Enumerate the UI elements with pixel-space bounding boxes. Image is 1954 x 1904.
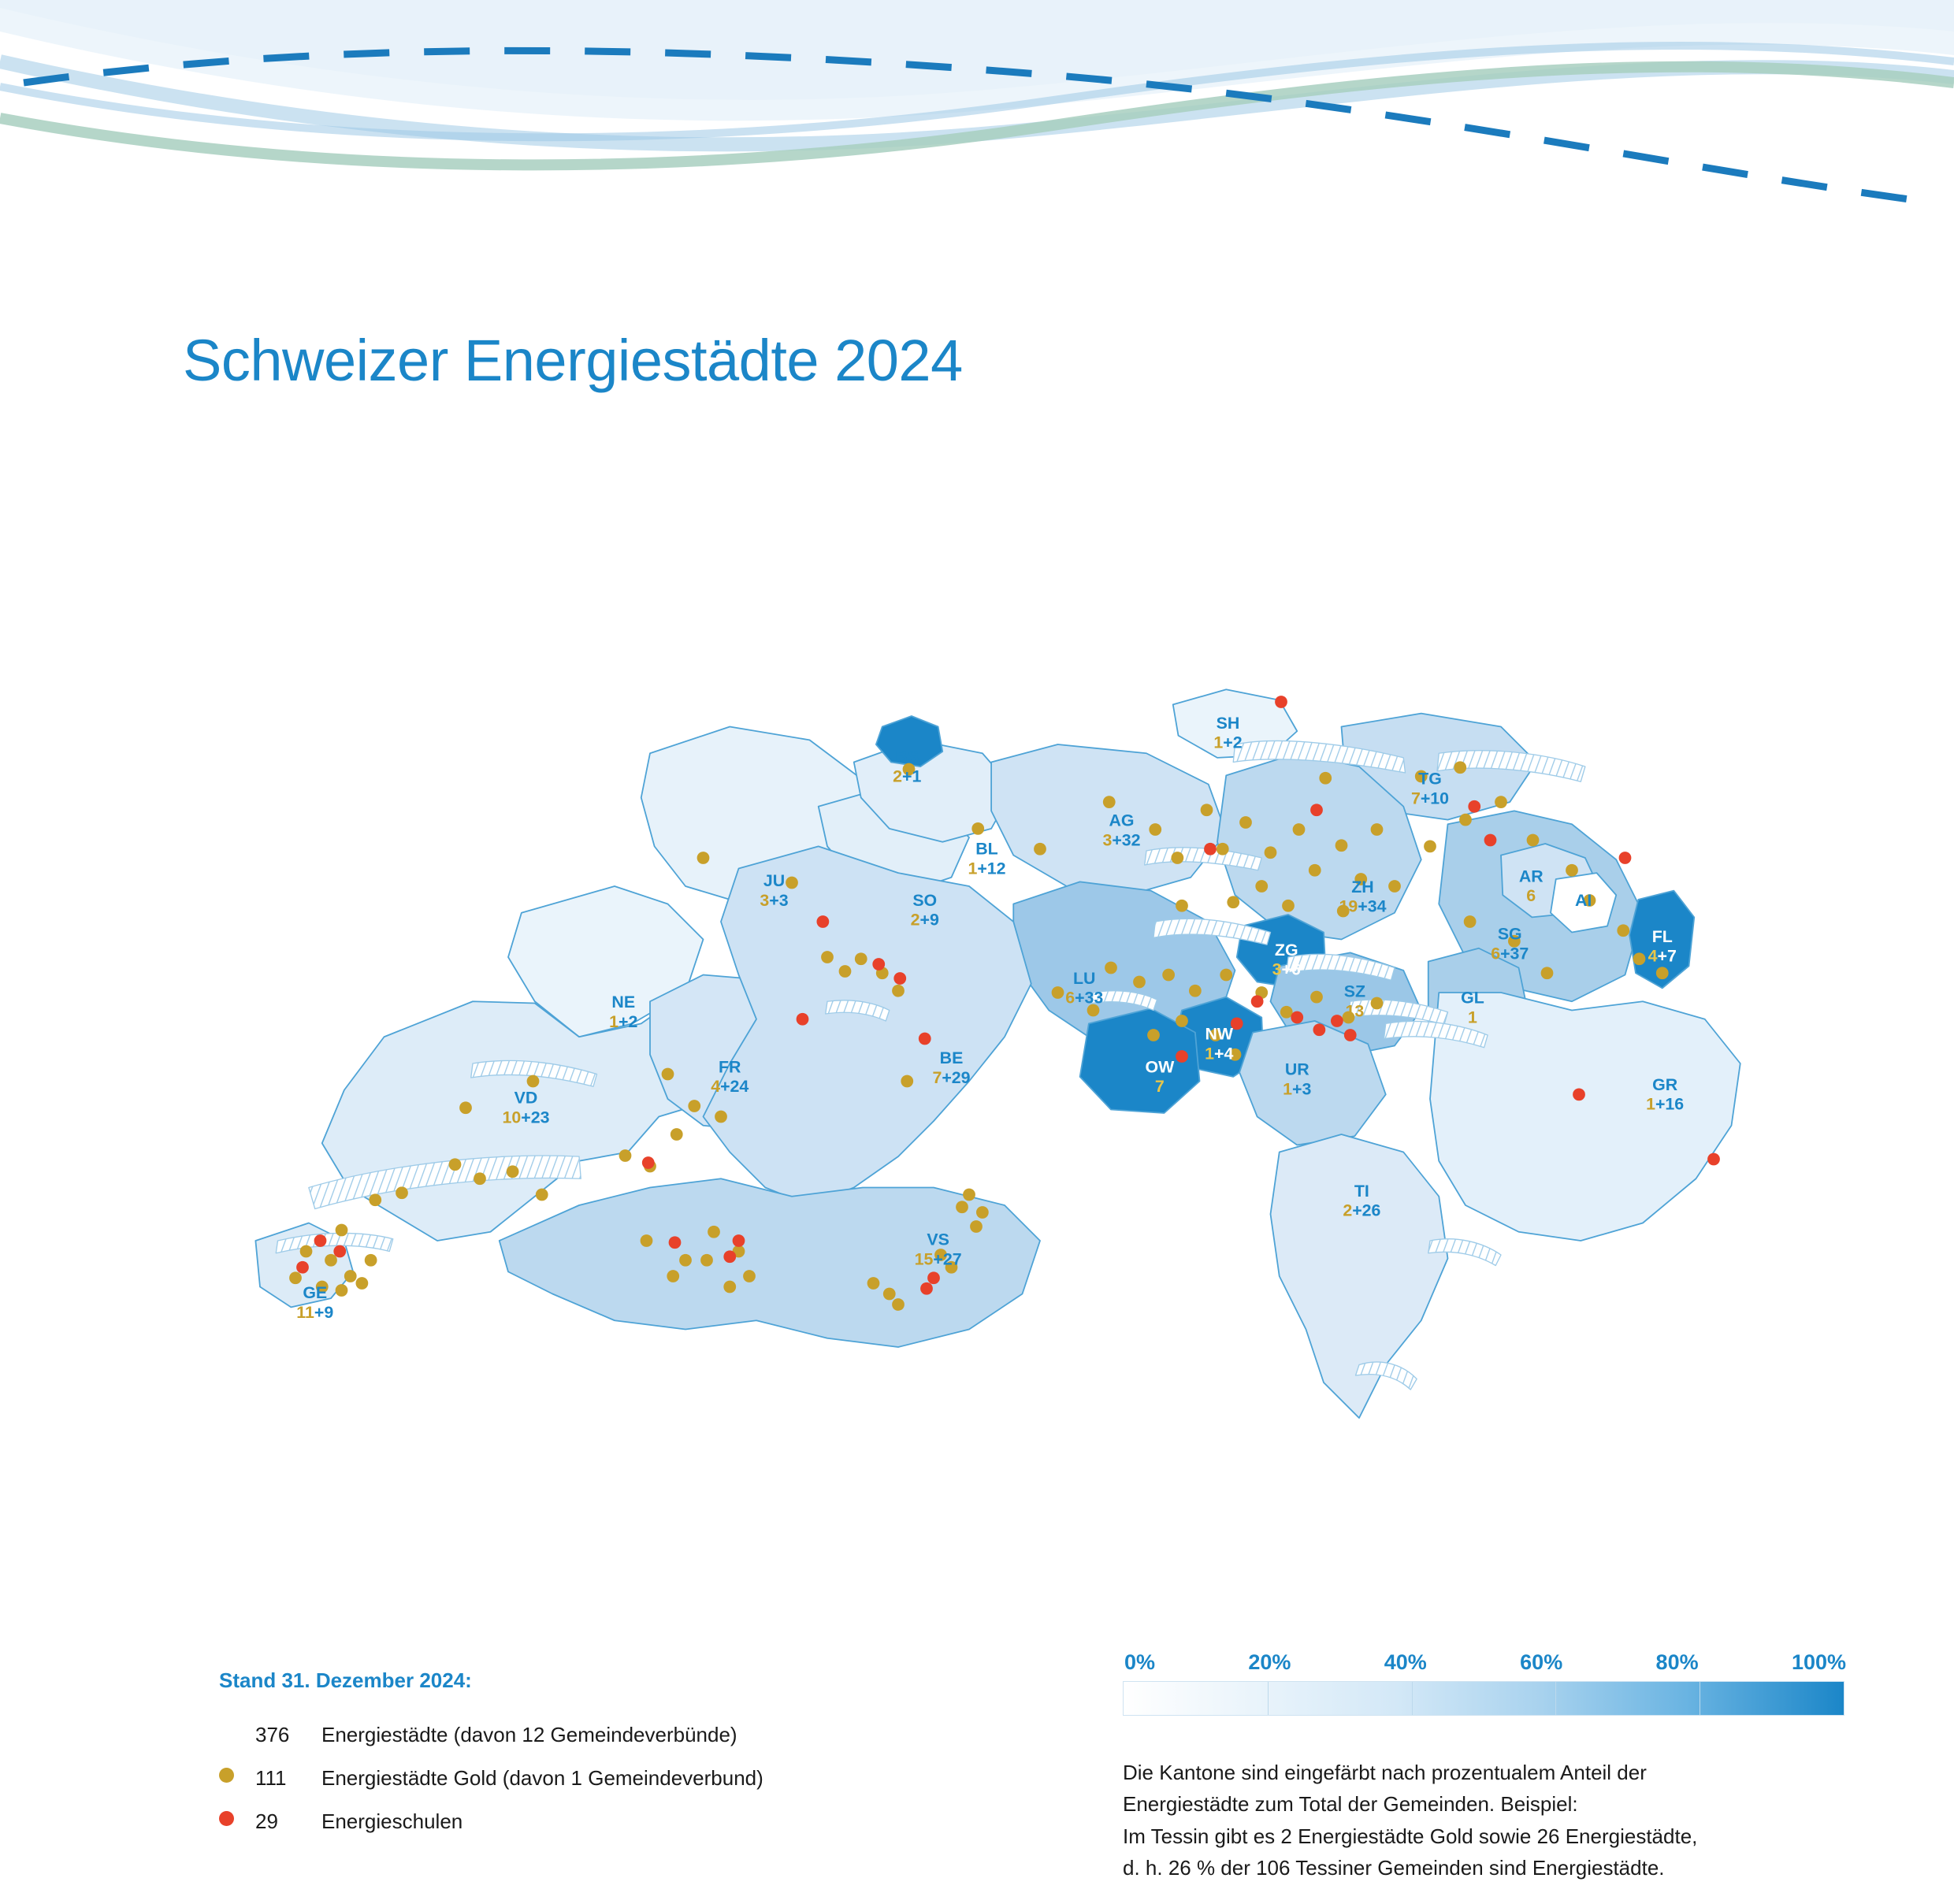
canton-code: SG [1497, 924, 1522, 944]
canton-code: LU [1073, 968, 1096, 988]
canton-counts: 3+3 [760, 890, 789, 910]
canton-counts: 4+24 [711, 1077, 749, 1096]
canton-counts: 11+9 [296, 1302, 334, 1322]
canton-counts: 13 [1345, 1001, 1365, 1021]
canton-counts: 15+27 [914, 1249, 962, 1269]
canton-counts: 7+29 [932, 1067, 971, 1087]
canton-counts: 1+16 [1646, 1094, 1685, 1114]
canton-label-ne[interactable] [609, 993, 637, 1031]
canton-label-bs[interactable] [893, 748, 921, 786]
canton-counts: 1+4 [1205, 1044, 1234, 1063]
canton-label-bl[interactable] [968, 840, 1005, 878]
canton-code: GE [303, 1283, 328, 1303]
canton-code: BS [895, 747, 919, 766]
canton-code: AR [1518, 867, 1544, 886]
canton-label-ai[interactable] [1575, 891, 1592, 910]
canton-counts: 7+10 [1410, 789, 1450, 808]
color-scale-gradient [1123, 1681, 1844, 1716]
legend-count-energiestaedte: 376 [255, 1723, 290, 1746]
scale-tick-0: 0% [1124, 1650, 1156, 1674]
caption-line-2: Energiestädte zum Total der Gemeinden. Beispiel: [1123, 1792, 1578, 1817]
canton-code: VD [514, 1088, 538, 1108]
canton-code: AG [1109, 811, 1135, 830]
color-scale-ticks [1123, 1650, 1848, 1675]
switzerland-map[interactable] [118, 473, 1891, 1654]
canton-label-sz[interactable] [1344, 982, 1365, 1021]
canton-shape-gr[interactable] [1430, 993, 1740, 1241]
canton-counts: 6+33 [1065, 988, 1104, 1008]
canton-counts: 7 [1154, 1077, 1165, 1096]
canton-code: JU [763, 871, 786, 890]
legend-label-gold: Energiestädte Gold (davon 1 Gemeindeverbund) [321, 1766, 763, 1790]
color-scale-caption [1123, 1757, 1848, 1884]
caption-line-3: Im Tessin gibt es 2 Energiestädte Gold sowie 26 Energiestädte, [1123, 1824, 1698, 1848]
canton-code: BL [975, 839, 998, 859]
canton-counts: 2+26 [1343, 1201, 1381, 1220]
canton-code: SO [912, 890, 938, 910]
canton-counts: 1+2 [609, 1011, 638, 1031]
canton-code: FR [719, 1057, 741, 1077]
canton-code: SZ [1343, 982, 1366, 1001]
scale-tick-60: 60% [1520, 1650, 1563, 1674]
canton-code: VS [927, 1230, 949, 1249]
legend-date: Stand 31. Dezember 2024: [219, 1668, 472, 1692]
canton-code: NW [1205, 1024, 1234, 1044]
canton-label-ur[interactable] [1283, 1060, 1311, 1099]
canton-code: TG [1418, 769, 1442, 789]
canton-counts: 1+3 [1283, 1079, 1312, 1099]
canton-code: GR [1652, 1074, 1678, 1094]
canton-code: TI [1354, 1181, 1369, 1201]
caption-line-1: Die Kantone sind eingefärbt nach prozentualem Anteil der [1123, 1761, 1647, 1784]
canton-counts: 19+34 [1339, 896, 1387, 916]
canton-counts: 1+12 [968, 859, 1006, 878]
scale-tick-40: 40% [1384, 1650, 1427, 1674]
canton-label-ju[interactable] [760, 871, 788, 910]
header-decoration [0, 0, 1954, 236]
canton-counts: 1+2 [1213, 733, 1243, 752]
red-dot-icon [219, 1813, 255, 1828]
canton-code: NE [611, 993, 636, 1012]
canton-counts: 1 [1468, 1008, 1477, 1027]
caption-line-4: d. h. 26 % der 106 Tessiner Gemeinden sind Energiestädte. [1123, 1855, 1665, 1880]
canton-label-nw[interactable] [1205, 1025, 1234, 1063]
canton-code: BE [939, 1048, 964, 1067]
page-title: Schweizer Energiestädte 2024 [183, 328, 963, 393]
canton-code: SH [1216, 713, 1240, 733]
canton-counts: 6 [1526, 886, 1536, 906]
canton-code: ZG [1274, 940, 1298, 959]
canton-counts: 3+32 [1102, 830, 1141, 850]
canton-code: FL [1651, 926, 1673, 946]
canton-counts: 2+9 [910, 910, 939, 930]
canton-counts: 6+37 [1491, 944, 1529, 963]
canton-code: UR [1284, 1060, 1309, 1079]
canton-code: OW [1145, 1057, 1175, 1077]
canton-counts: 4+7 [1648, 946, 1677, 966]
canton-code: AI [1574, 890, 1592, 910]
legend-item-energiestaedte [219, 1723, 928, 1747]
legend-left [219, 1668, 928, 1853]
canton-label-zg[interactable] [1272, 941, 1301, 979]
color-scale [1123, 1650, 1848, 1884]
canton-code: GL [1461, 988, 1484, 1008]
canton-label-sh[interactable] [1213, 714, 1242, 752]
scale-tick-80: 80% [1655, 1650, 1699, 1674]
legend-item-energiestaedte-gold [219, 1766, 928, 1791]
canton-label-fl[interactable] [1648, 927, 1677, 966]
canton-code: ZH [1351, 877, 1374, 896]
legend-label-energieschulen: Energieschulen [321, 1809, 463, 1833]
legend-count-energieschulen: 29 [255, 1809, 278, 1833]
canton-counts: 3+6 [1272, 959, 1301, 979]
legend-count-gold: 111 [255, 1766, 287, 1790]
legend-item-energieschulen [219, 1809, 928, 1834]
legend-label-energiestaedte: Energiestädte (davon 12 Gemeindeverbünde) [321, 1723, 737, 1746]
canton-counts: 2+1 [893, 766, 922, 786]
canton-shape-be[interactable] [704, 846, 1031, 1205]
scale-tick-20: 20% [1248, 1650, 1291, 1674]
canton-counts: 10+23 [502, 1108, 550, 1127]
canton-label-so[interactable] [911, 891, 939, 930]
gold-dot-icon [219, 1770, 255, 1785]
scale-tick-100: 100% [1791, 1650, 1846, 1674]
